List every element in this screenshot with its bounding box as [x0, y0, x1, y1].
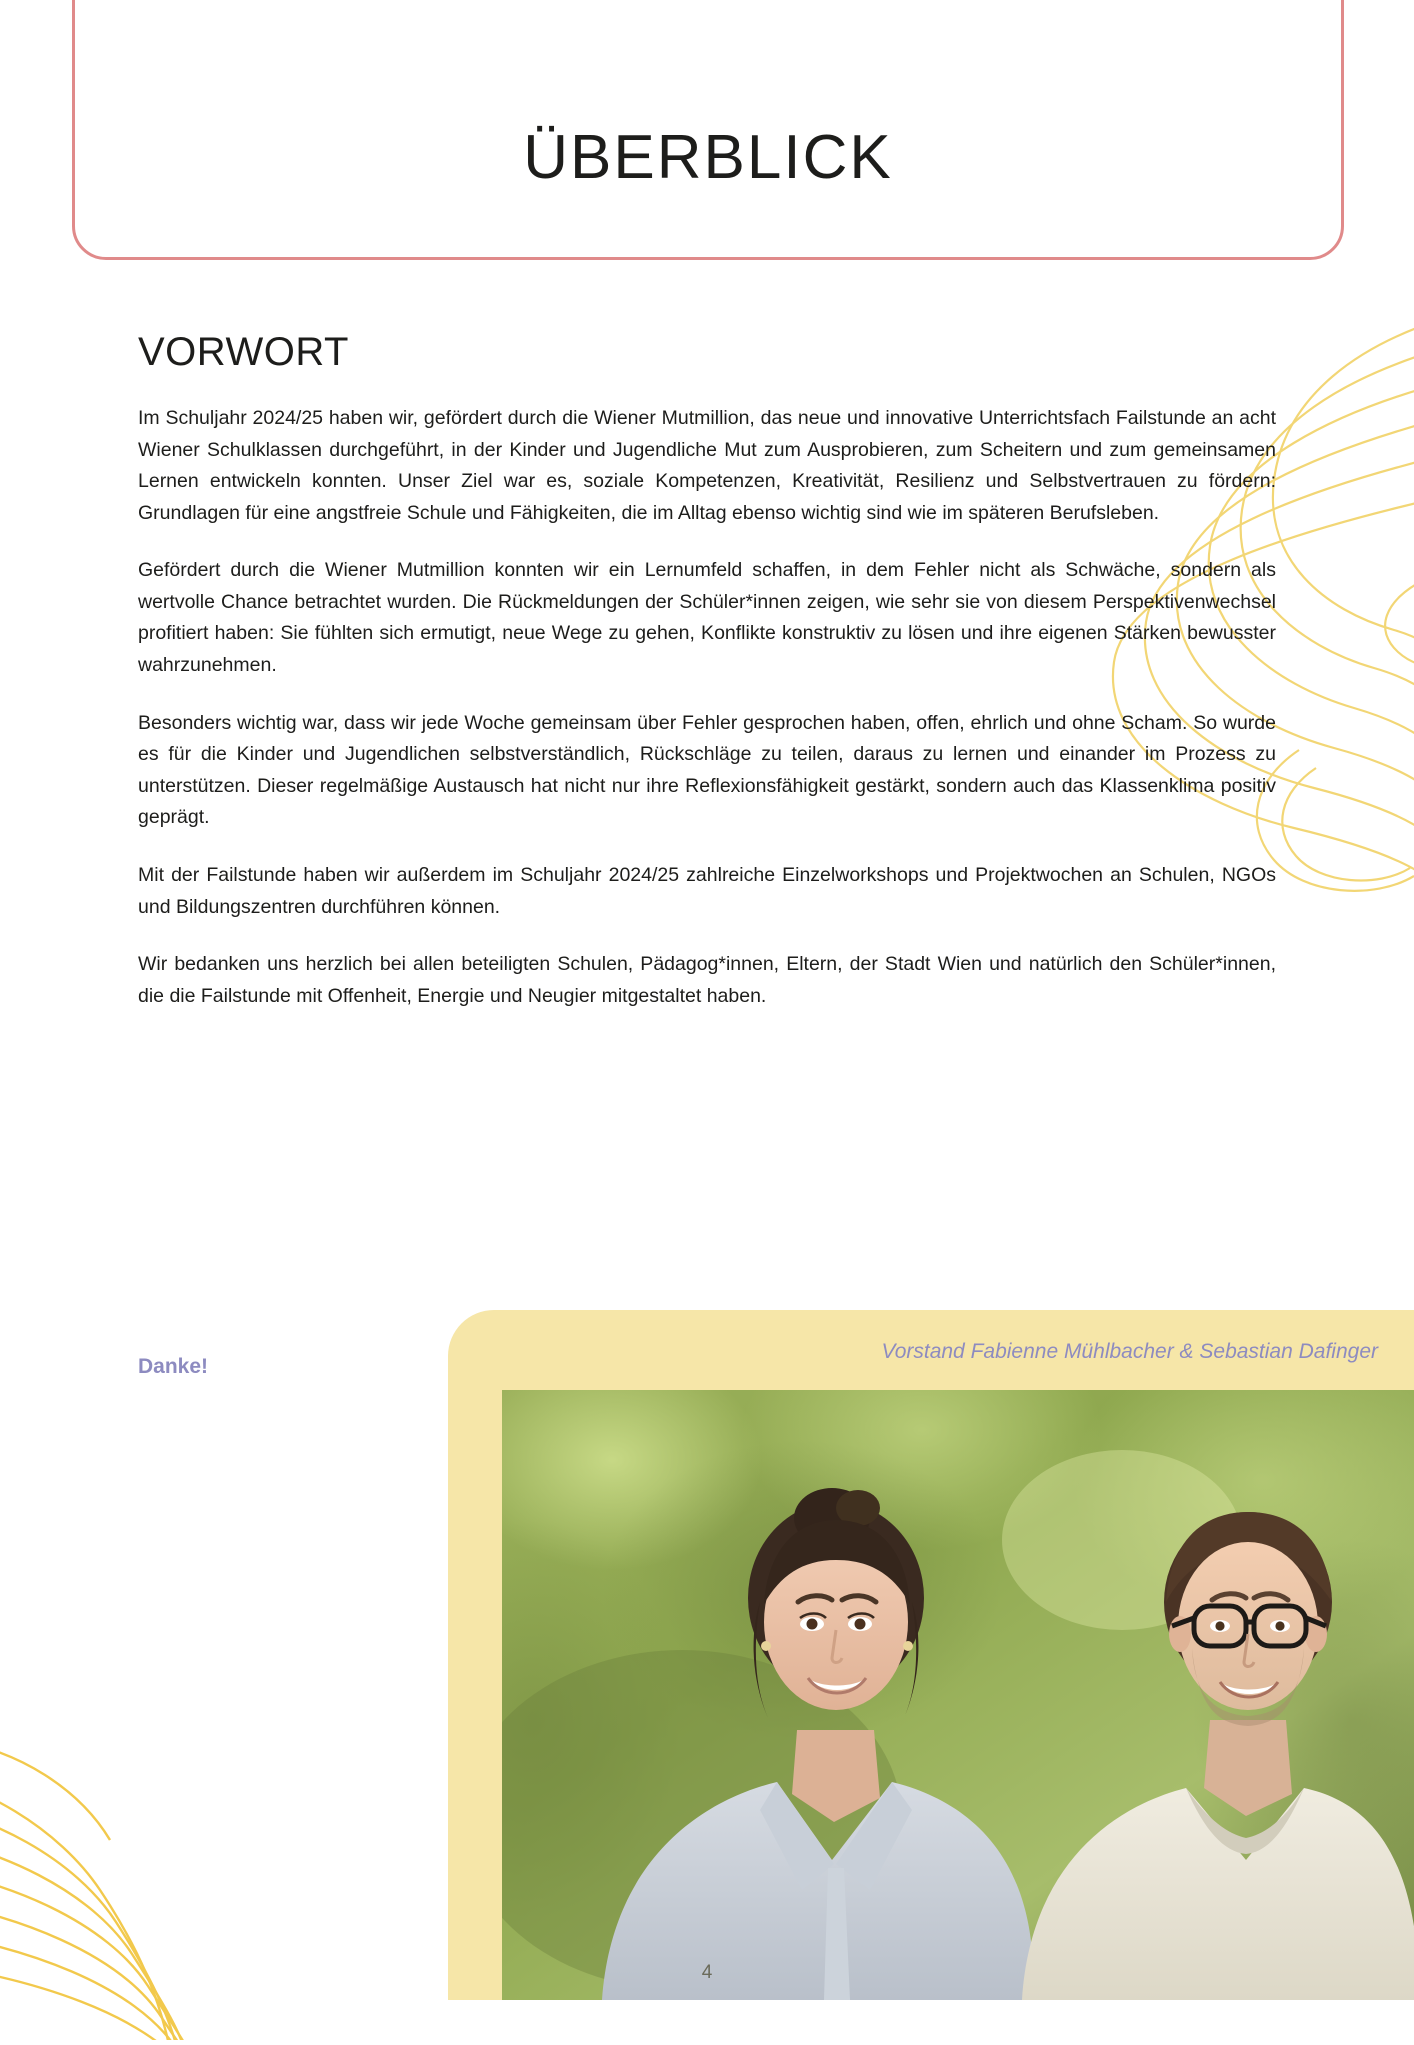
paragraph-4: Mit der Failstunde haben wir außerdem im Schuljahr 2024/25 zahlreiche Einzelworkshops und Projektwochen an Schulen, NGOs und Bildungszentren durchführen können.: [138, 863, 1276, 918]
page-number: 4: [701, 1962, 713, 1983]
paragraph-3: Besonders wichtig war, dass wir jede Woche gemeinsam über Fehler gesprochen haben, offen, ehrlich und ohne Scham. So wurde es für die Kinder und Jugendlichen selbstverständlich, Rückschläge zu teilen, daraus zu lernen und einander im Prozess zu unterstützen. Dieser regelmäßige Austausch hat nicht nur ihre Reflexionsfähigkeit gestärkt, sondern auch das Klassenklima positiv geprägt.: [138, 711, 1276, 829]
page-title: ÜBERBLICK: [523, 123, 893, 192]
section-title: VORWORT: [138, 330, 349, 374]
paragraph-2: Gefördert durch die Wiener Mutmillion konnten wir ein Lernumfeld schaffen, in dem Fehler nicht als Schwäche, sondern als wertvolle Chance betrachtet wurden. Die Rückmeldungen der Schüler*innen zeigen, wie sehr sie von diesem Perspektivenwechsel profitiert haben: Sie fühlten sich ermutigt, neue Wege zu gehen, Konflikte konstruktiv zu lösen und ihre eigenen Stärken bewusster wahrzunehmen.: [138, 559, 1276, 677]
photo-caption: Vorstand Fabienne Mühlbacher & Sebastian Dafinger: [881, 1340, 1378, 1363]
paragraph-5: Wir bedanken uns herzlich bei allen beteiligten Schulen, Pädagog*innen, Eltern, der Stadt Wien und natürlich den Schüler*innen, die die Failstunde mit Offenheit, Energie und Neugier mitgestaltet haben.: [138, 953, 1276, 1007]
paragraph-1: Im Schuljahr 2024/25 haben wir, gefördert durch die Wiener Mutmillion, das neue und innovative Unterrichtsfach Failstunde an acht Wiener Schulklassen durchgeführt, in der Kinder und Jugendliche Mut zum Ausprobieren, zum Scheitern und zum gemeinsamen Lernen entwickeln konnten. Unser Ziel war es, soziale Kompetenzen, Kreativität, Resilienz und Selbstvertrauen zu fördern: Grundlagen für eine angstfreie Schule und Fähigkeiten, die im Alltag ebenso wichtig sind wie im späteren Berufsleben.: [138, 407, 1276, 524]
thanks-note: Danke!: [138, 1355, 209, 1378]
board-members-photo: [502, 1390, 1414, 2000]
main-content: [138, 330, 1276, 1012]
